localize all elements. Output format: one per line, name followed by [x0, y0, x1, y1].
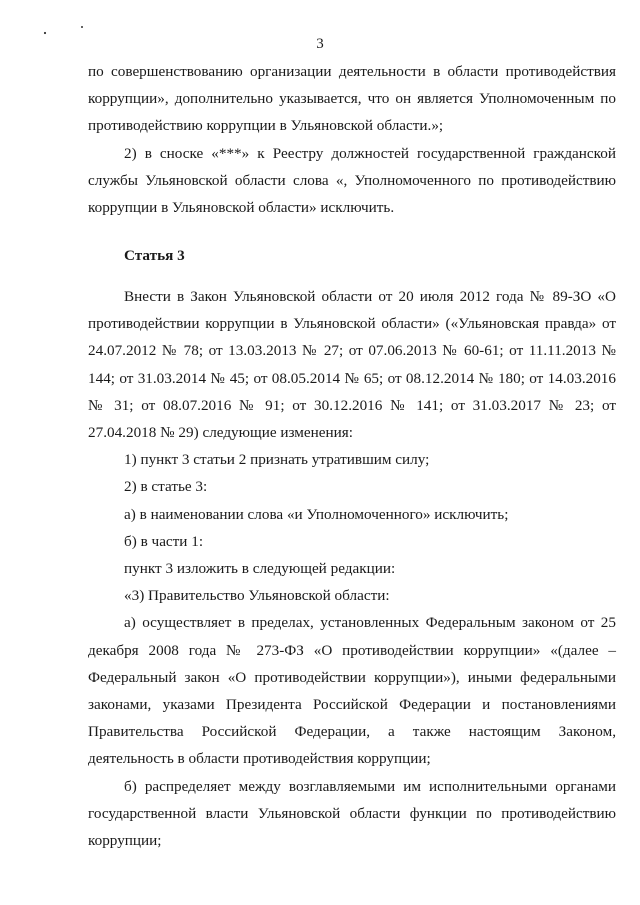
article-paragraph: б) в части 1:: [124, 532, 204, 550]
article-paragraph: а) осуществляет в пределах, установленных Федеральным законом от 25 декабря 2008 года № 273-ФЗ «О противодействии коррупции» «(далее – Федеральный закон «О противодействии коррупции»), иными федеральными законами, указами Президента Российской Федерации и постановлениями Правительства Российской Федерации, а также настоящим Законом, деятельность в области противодействия коррупции;: [88, 614, 616, 768]
article-paragraph: б) распределяет между возглавляемыми им исполнительными органами государственной власти Ульяновской области функции по противодействию коррупции;: [88, 777, 616, 850]
article-paragraph: а) в наименовании слова «и Уполномоченного» исключить;: [124, 505, 509, 523]
article-paragraph: Внести в Закон Ульяновской области от 20 июля 2012 года № 89-ЗО «О противодействии коррупции в Ульяновской области» («Ульяновская правда» от 24.07.2012 № 78; от 13.03.2013 № 27; от 07.06.2013 № 60-61; от 11.11.2013 № 144; от 31.03.2014 № 45; от 08.05.2014 № 65; от 08.12.2014 № 180; от 14.03.2016 № 31; от 08.07.2016 № 91; от 30.12.2016 № 141; от 31.03.2017 № 23; от 27.04.2018 № 29) следующие изменения:: [88, 288, 616, 442]
continuation-paragraph: по совершенствованию организации деятельности в области противодействия коррупции», дополнительно указывается, что он является Уполномоченным по противодействию коррупции в Ульяновской области.»;: [88, 63, 616, 135]
page-number: 3: [316, 36, 324, 52]
article-body: [88, 283, 616, 854]
text-block-top: [88, 58, 616, 221]
scan-speck: [81, 26, 83, 28]
article-heading: Статья 3: [124, 247, 185, 264]
article-paragraph: 2) в статье 3:: [124, 478, 208, 496]
article-paragraph: пункт 3 изложить в следующей редакции:: [124, 560, 396, 578]
item-2-footnote-paragraph: 2) в сноске «***» к Реестру должностей государственной гражданской службы Ульяновской области слова «, Уполномоченного по противодействию коррупции в Ульяновской области» исключить.: [88, 144, 616, 217]
scan-speck: [44, 32, 46, 34]
article-paragraph: 1) пункт 3 статьи 2 признать утратившим силу;: [124, 451, 430, 469]
article-paragraph: «3) Правительство Ульяновской области:: [124, 587, 390, 605]
